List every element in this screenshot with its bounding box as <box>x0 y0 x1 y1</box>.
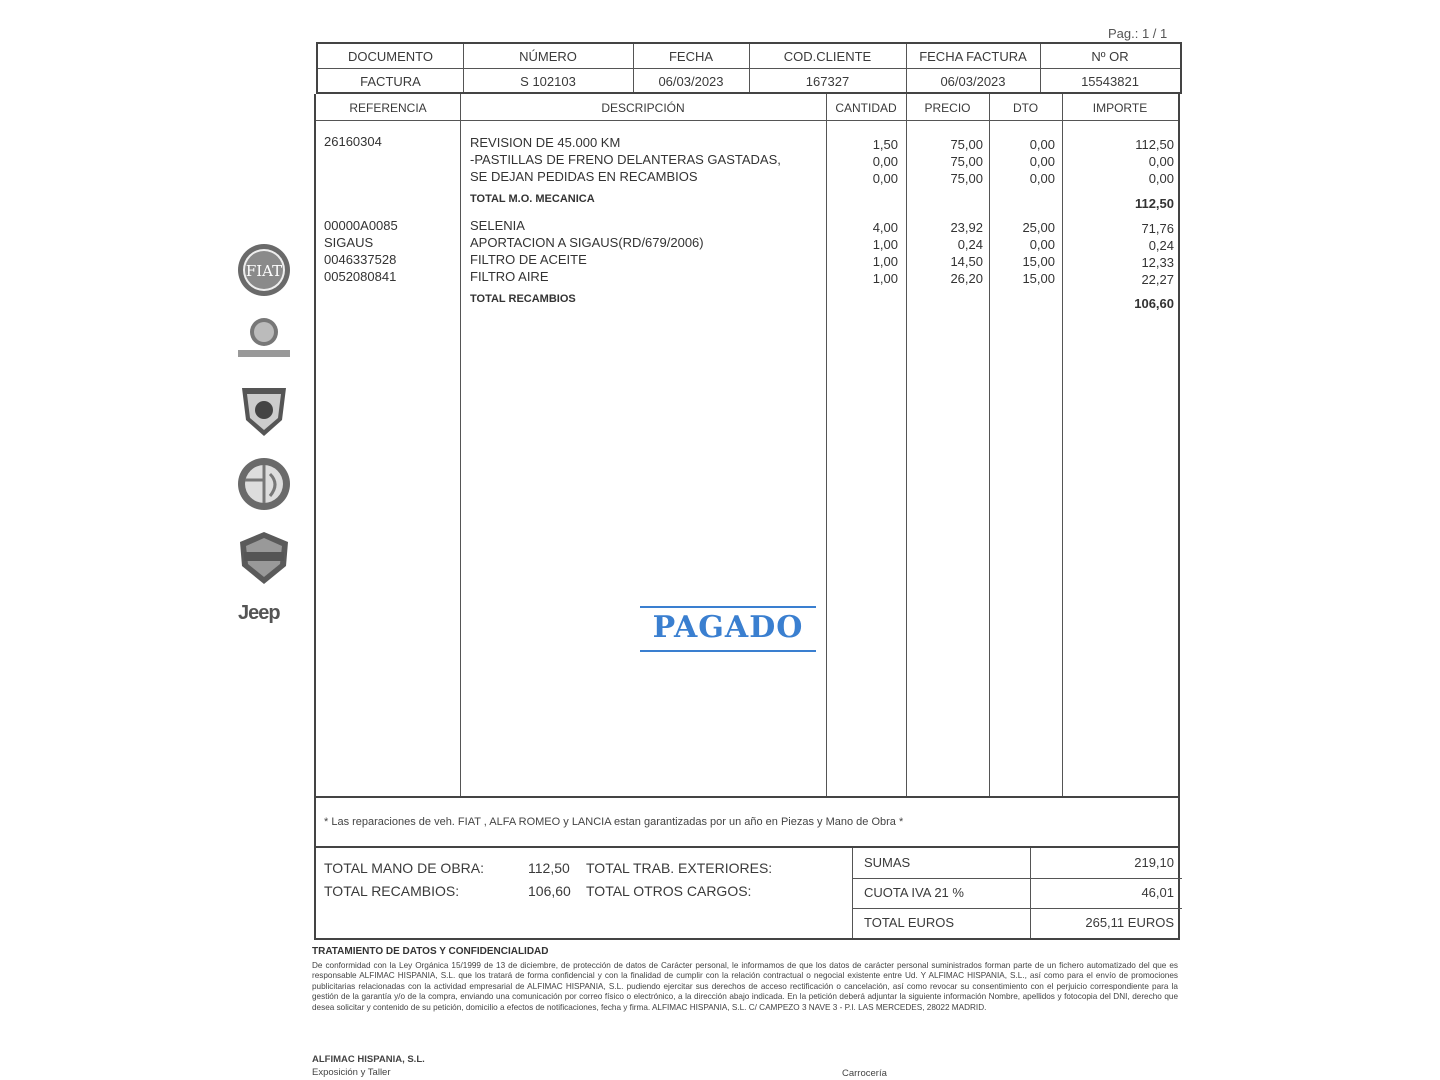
total-mano-obra-label: TOTAL MANO DE OBRA: <box>324 860 484 876</box>
labor-line-dto: 0,00 <box>1029 154 1055 169</box>
iva-value: 46,01 <box>1141 885 1174 900</box>
part-dto: 0,00 <box>1029 237 1055 252</box>
invoice-header-grid <box>316 42 1182 94</box>
part-cantidad: 4,00 <box>872 220 898 235</box>
part-description: FILTRO DE ACEITE <box>470 252 587 267</box>
footer-department: Exposición y Taller <box>312 1067 391 1078</box>
total-recambios-label: TOTAL RECAMBIOS: <box>324 883 460 899</box>
header-value-cod-cliente: 167327 <box>805 74 850 89</box>
labor-total-value: 112,50 <box>1134 196 1174 211</box>
header-label-documento: DOCUMENTO <box>348 49 433 64</box>
part-reference: 00000A0085 <box>324 218 398 233</box>
total-recambios-value: 106,60 <box>528 883 571 899</box>
alfa-romeo-logo-icon <box>236 456 292 512</box>
part-dto: 15,00 <box>1022 254 1055 269</box>
summary-box <box>852 848 1182 938</box>
column-header-referencia: REFERENCIA <box>349 101 427 115</box>
sumas-value: 219,10 <box>1134 855 1174 870</box>
paid-stamp <box>640 604 816 656</box>
labor-line-precio: 75,00 <box>950 154 983 169</box>
total-euros-value: 265,11 EUROS <box>1085 915 1174 930</box>
footer-right-department: Carrocería <box>842 1068 887 1079</box>
header-value-fecha-factura: 06/03/2023 <box>940 74 1006 89</box>
column-header-dto: DTO <box>1012 101 1039 115</box>
labor-line-description: REVISION DE 45.000 KM <box>470 135 621 150</box>
header-label-n-or: Nº OR <box>1091 49 1129 64</box>
labor-line-precio: 75,00 <box>950 171 983 186</box>
part-importe: 12,33 <box>1141 255 1174 270</box>
part-dto: 25,00 <box>1022 220 1055 235</box>
lancia-logo-icon <box>236 530 292 586</box>
part-cantidad: 1,00 <box>872 237 898 252</box>
column-header-cantidad: CANTIDAD <box>835 101 897 115</box>
part-reference: 0046337528 <box>324 252 397 267</box>
table-col-line <box>989 94 990 796</box>
header-label-fecha-factura: FECHA FACTURA <box>919 49 1027 64</box>
labor-line-importe: 0,00 <box>1148 154 1174 169</box>
totals-section <box>314 848 1180 940</box>
column-header-descripcion: DESCRIPCIÓN <box>601 101 685 115</box>
part-description: APORTACION A SIGAUS(RD/679/2006) <box>470 235 704 250</box>
part-importe: 71,76 <box>1141 221 1174 236</box>
summary-row-sumas <box>852 848 1182 879</box>
total-otros-cargos-label: TOTAL OTROS CARGOS: <box>586 883 752 899</box>
iva-label: CUOTA IVA 21 % <box>864 885 964 900</box>
part-precio: 0,24 <box>957 237 983 252</box>
stamp-top-bar <box>640 606 816 608</box>
total-trab-exteriores-label: TOTAL TRAB. EXTERIORES: <box>586 860 773 876</box>
part-reference: SIGAUS <box>324 235 374 250</box>
invoice-lines-table <box>314 94 1180 798</box>
part-precio: 14,50 <box>950 254 983 269</box>
summary-row-iva <box>852 878 1182 909</box>
labor-line-cantidad: 1,50 <box>872 137 898 152</box>
header-value-numero: S 102103 <box>520 74 576 89</box>
page-number: Pag.: 1 / 1 <box>1108 26 1168 41</box>
fiat-logo-text: FIAT <box>245 262 283 280</box>
part-importe: 0,24 <box>1148 238 1174 253</box>
labor-line-cantidad: 0,00 <box>872 154 898 169</box>
parts-total-value: 106,60 <box>1134 296 1174 311</box>
header-label-numero: NÚMERO <box>519 49 577 64</box>
part-precio: 26,20 <box>950 271 983 286</box>
part-cantidad: 1,00 <box>872 271 898 286</box>
fiat-logo-icon <box>236 242 292 298</box>
labor-line-cantidad: 0,00 <box>872 171 898 186</box>
summary-row-total <box>852 908 1182 938</box>
sumas-label: SUMAS <box>864 855 911 870</box>
warranty-note: * Las reparaciones de veh. FIAT , ALFA ROMEO y LANCIA estan garantizadas por un año en Piezas y Mano de Obra * <box>324 816 904 828</box>
total-euros-label: TOTAL EUROS <box>864 915 955 930</box>
header-value-fecha: 06/03/2023 <box>658 74 724 89</box>
part-precio: 23,92 <box>950 220 983 235</box>
header-label-cod-cliente: COD.CLIENTE <box>783 49 872 64</box>
table-col-line <box>906 94 907 796</box>
part-cantidad: 1,00 <box>872 254 898 269</box>
paid-stamp-text: PAGADO <box>652 610 804 645</box>
footer-company: ALFIMAC HISPANIA, S.L. <box>312 1054 425 1065</box>
labor-line-importe: 0,00 <box>1148 171 1174 186</box>
labor-line-description: -PASTILLAS DE FRENO DELANTERAS GASTADAS, <box>470 152 781 167</box>
labor-reference: 26160304 <box>324 134 382 149</box>
labor-line-dto: 0,00 <box>1029 171 1055 186</box>
table-col-line <box>826 94 827 796</box>
part-importe: 22,27 <box>1141 272 1174 287</box>
header-label-fecha: FECHA <box>668 49 714 64</box>
legal-text: De conformidad con la Ley Orgánica 15/1999 de 13 de diciembre, de protección de datos de Carácter personal, le informamos de que los datos de carácter personal suministrados forman parte de un fichero automatizado del que es responsable ALFIMAC HISPANIA, S.L. que los tratará de forma confidencial y con la finalidad de cumplir con la relación contractual o negocial existente entre Ud. Y ALFIMAC HISPANIA, S.L., así como para el envío de promociones publicitarias relacionadas con la actividad empresarial de ALFIMAC HISPANIA, S.L. pudiendo ejercitar sus derechos de acceso rectificación o cancelación, así como revocar su consentimiento con el perjuicio correspondiente para la gestión de la garantía y/o de la compra, enviando una comunicación por correo físico o electrónico, a la dirección abajo indicada. En la petición deberá adjuntar la siguiente información Nombre, apellidos y fotocopia del DNI, derecho que desea solicitar y contenido de su petición, domicilio a efectos de notificaciones, fecha y firma. ALFIMAC HISPANIA, S.L. C/ CAMPEZO 3 NAVE 3 - P.I. LAS MERCEDES, 28022 MADRID. <box>312 961 1178 1012</box>
column-header-precio: PRECIO <box>924 101 971 115</box>
abarth-logo-icon <box>236 382 292 438</box>
labor-line-importe: 112,50 <box>1135 137 1174 152</box>
table-col-line <box>460 94 461 796</box>
labor-total-label: TOTAL M.O. MECANICA <box>470 193 595 205</box>
jeep-logo: Jeep <box>238 602 280 624</box>
part-reference: 0052080841 <box>324 269 397 284</box>
header-value-n-or: 15543821 <box>1081 74 1139 89</box>
column-header-divider <box>316 120 1178 121</box>
stamp-bottom-bar <box>640 650 816 652</box>
part-description: FILTRO AIRE <box>470 269 549 284</box>
labor-line-precio: 75,00 <box>950 137 983 152</box>
warranty-note-box <box>314 798 1180 848</box>
labor-line-dto: 0,00 <box>1029 137 1055 152</box>
part-dto: 15,00 <box>1022 271 1055 286</box>
fiat-professional-logo-icon <box>236 316 292 362</box>
labor-line-description: SE DEJAN PEDIDAS EN RECAMBIOS <box>470 169 698 184</box>
column-header-importe: IMPORTE <box>1092 101 1148 115</box>
part-description: SELENIA <box>470 218 525 233</box>
parts-total-label: TOTAL RECAMBIOS <box>470 293 576 305</box>
header-value-documento: FACTURA <box>360 74 421 89</box>
legal-title: TRATAMIENTO DE DATOS Y CONFIDENCIALIDAD <box>312 946 549 957</box>
total-mano-obra-value: 112,50 <box>528 860 570 876</box>
